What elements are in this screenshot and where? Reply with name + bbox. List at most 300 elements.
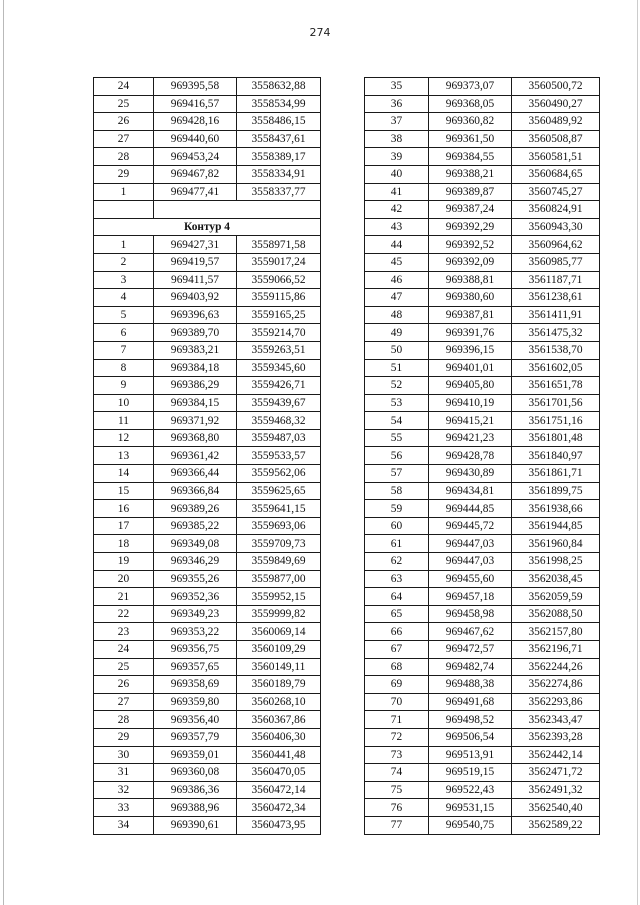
- x-coordinate-cell: 969356,75: [154, 641, 237, 659]
- x-coordinate-cell: 969355,26: [154, 570, 237, 588]
- table-row: [94, 623, 321, 641]
- point-number-cell: 11: [94, 412, 154, 430]
- table-row: [94, 676, 321, 694]
- x-coordinate-cell: 969482,74: [429, 658, 512, 676]
- y-coordinate-cell: 3559999,82: [237, 605, 321, 623]
- point-number-cell: 58: [365, 482, 429, 500]
- x-coordinate-cell: 969434,81: [429, 482, 512, 500]
- table-row: [94, 816, 321, 834]
- x-coordinate-cell: 969472,57: [429, 641, 512, 659]
- scan-edge-left: [3, 0, 4, 905]
- table-row: [365, 183, 600, 201]
- table-row: [94, 500, 321, 518]
- x-coordinate-cell: 969428,16: [154, 113, 237, 131]
- point-number-cell: 1: [94, 183, 154, 201]
- y-coordinate-cell: 3562059,59: [512, 588, 600, 606]
- point-number-cell: 25: [94, 95, 154, 113]
- x-coordinate-cell: 969373,07: [429, 78, 512, 96]
- x-coordinate-cell: 969386,29: [154, 377, 237, 395]
- x-coordinate-cell: 969405,80: [429, 377, 512, 395]
- point-number-cell: 1: [94, 236, 154, 254]
- y-coordinate-cell: 3561899,75: [512, 482, 600, 500]
- y-coordinate-cell: 3561960,84: [512, 535, 600, 553]
- x-coordinate-cell: 969361,42: [154, 447, 237, 465]
- table-row: [365, 465, 600, 483]
- y-coordinate-cell: 3559426,71: [237, 377, 321, 395]
- table-row: [365, 781, 600, 799]
- y-coordinate-cell: 3561701,56: [512, 394, 600, 412]
- y-coordinate-cell: 3559487,03: [237, 429, 321, 447]
- point-number-cell: 15: [94, 482, 154, 500]
- point-number-cell: 52: [365, 377, 429, 395]
- point-number-cell: 29: [94, 728, 154, 746]
- table-row: [365, 605, 600, 623]
- point-number-cell: 67: [365, 641, 429, 659]
- point-number-cell: 71: [365, 711, 429, 729]
- x-coordinate-cell: 969498,52: [429, 711, 512, 729]
- table-row: [94, 113, 321, 131]
- point-number-cell: 27: [94, 693, 154, 711]
- x-coordinate-cell: 969357,79: [154, 728, 237, 746]
- x-coordinate-cell: 969457,18: [429, 588, 512, 606]
- table-row: [365, 517, 600, 535]
- point-number-cell: 10: [94, 394, 154, 412]
- y-coordinate-cell: 3560581,51: [512, 148, 600, 166]
- y-coordinate-cell: 3559952,15: [237, 588, 321, 606]
- point-number-cell: 48: [365, 306, 429, 324]
- point-number-cell: 57: [365, 465, 429, 483]
- point-number-cell: 56: [365, 447, 429, 465]
- table-row: [365, 148, 600, 166]
- table-row: [365, 764, 600, 782]
- y-coordinate-cell: 3559849,69: [237, 553, 321, 571]
- point-number-cell: 72: [365, 728, 429, 746]
- point-number-cell: 23: [94, 623, 154, 641]
- table-row: [365, 218, 600, 236]
- table-row: [365, 78, 600, 96]
- y-coordinate-cell: 3559345,60: [237, 359, 321, 377]
- x-coordinate-cell: 969392,29: [429, 218, 512, 236]
- point-number-cell: 8: [94, 359, 154, 377]
- y-coordinate-cell: 3562343,47: [512, 711, 600, 729]
- y-coordinate-cell: 3560490,27: [512, 95, 600, 113]
- table-row: [94, 728, 321, 746]
- point-number-cell: 5: [94, 306, 154, 324]
- point-number-cell: 20: [94, 570, 154, 588]
- right-table-rows: [365, 78, 600, 835]
- y-coordinate-cell: 3559533,57: [237, 447, 321, 465]
- y-coordinate-cell: 3562088,50: [512, 605, 600, 623]
- point-number-cell: 24: [94, 641, 154, 659]
- y-coordinate-cell: 3561861,71: [512, 465, 600, 483]
- table-row: [94, 746, 321, 764]
- empty-cell: [94, 201, 154, 219]
- table-row: [94, 377, 321, 395]
- point-number-cell: 27: [94, 130, 154, 148]
- y-coordinate-cell: 3559439,67: [237, 394, 321, 412]
- point-number-cell: 49: [365, 324, 429, 342]
- y-coordinate-cell: 3559693,06: [237, 517, 321, 535]
- x-coordinate-cell: 969540,75: [429, 816, 512, 834]
- table-row: [94, 95, 321, 113]
- point-number-cell: 26: [94, 113, 154, 131]
- y-coordinate-cell: 3560508,87: [512, 130, 600, 148]
- point-number-cell: 40: [365, 165, 429, 183]
- point-number-cell: 65: [365, 605, 429, 623]
- x-coordinate-cell: 969488,38: [429, 676, 512, 694]
- x-coordinate-cell: 969384,15: [154, 394, 237, 412]
- table-row: [94, 588, 321, 606]
- table-row: [94, 306, 321, 324]
- x-coordinate-cell: 969391,76: [429, 324, 512, 342]
- table-row: [365, 289, 600, 307]
- y-coordinate-cell: 3560964,62: [512, 236, 600, 254]
- point-number-cell: 16: [94, 500, 154, 518]
- table-row: [365, 412, 600, 430]
- point-number-cell: 64: [365, 588, 429, 606]
- point-number-cell: 38: [365, 130, 429, 148]
- x-coordinate-cell: 969396,63: [154, 306, 237, 324]
- y-coordinate-cell: 3559641,15: [237, 500, 321, 518]
- point-number-cell: 53: [365, 394, 429, 412]
- y-coordinate-cell: 3561998,25: [512, 553, 600, 571]
- point-number-cell: 4: [94, 289, 154, 307]
- table-row: [365, 95, 600, 113]
- table-row: [94, 570, 321, 588]
- y-coordinate-cell: 3560500,72: [512, 78, 600, 96]
- y-coordinate-cell: 3561840,97: [512, 447, 600, 465]
- point-number-cell: 7: [94, 341, 154, 359]
- page-number: 274: [309, 26, 331, 39]
- table-row: [365, 570, 600, 588]
- point-number-cell: 28: [94, 148, 154, 166]
- x-coordinate-cell: 969357,65: [154, 658, 237, 676]
- point-number-cell: 3: [94, 271, 154, 289]
- y-coordinate-cell: 3559625,65: [237, 482, 321, 500]
- point-number-cell: 66: [365, 623, 429, 641]
- table-row: [94, 605, 321, 623]
- scan-edge-right: [637, 0, 638, 905]
- x-coordinate-cell: 969428,78: [429, 447, 512, 465]
- y-coordinate-cell: 3561238,61: [512, 289, 600, 307]
- x-coordinate-cell: 969419,57: [154, 253, 237, 271]
- y-coordinate-cell: 3561801,48: [512, 429, 600, 447]
- point-number-cell: 12: [94, 429, 154, 447]
- y-coordinate-cell: 3559468,32: [237, 412, 321, 430]
- table-row: [94, 764, 321, 782]
- table-row: [365, 359, 600, 377]
- table-row: [94, 482, 321, 500]
- table-row: [365, 588, 600, 606]
- x-coordinate-cell: 969519,15: [429, 764, 512, 782]
- y-coordinate-cell: 3562293,86: [512, 693, 600, 711]
- y-coordinate-cell: 3560470,05: [237, 764, 321, 782]
- point-number-cell: 29: [94, 165, 154, 183]
- y-coordinate-cell: 3560069,14: [237, 623, 321, 641]
- y-coordinate-cell: 3558334,91: [237, 165, 321, 183]
- x-coordinate-cell: 969353,22: [154, 623, 237, 641]
- table-row: [365, 693, 600, 711]
- y-coordinate-cell: 3560441,48: [237, 746, 321, 764]
- x-coordinate-cell: 969360,82: [429, 113, 512, 131]
- y-coordinate-cell: 3562589,22: [512, 816, 600, 834]
- y-coordinate-cell: 3561411,91: [512, 306, 600, 324]
- y-coordinate-cell: 3562157,80: [512, 623, 600, 641]
- x-coordinate-cell: 969467,62: [429, 623, 512, 641]
- y-coordinate-cell: 3560943,30: [512, 218, 600, 236]
- point-number-cell: 54: [365, 412, 429, 430]
- section-title: Контур 4: [94, 218, 321, 236]
- y-coordinate-cell: 3561751,16: [512, 412, 600, 430]
- x-coordinate-cell: 969349,08: [154, 535, 237, 553]
- point-number-cell: 25: [94, 658, 154, 676]
- table-row: [94, 253, 321, 271]
- y-coordinate-cell: 3560489,92: [512, 113, 600, 131]
- x-coordinate-cell: 969346,29: [154, 553, 237, 571]
- x-coordinate-cell: 969360,08: [154, 764, 237, 782]
- y-coordinate-cell: 3560472,34: [237, 799, 321, 817]
- point-number-cell: 24: [94, 78, 154, 96]
- table-row: [94, 341, 321, 359]
- point-number-cell: 14: [94, 465, 154, 483]
- x-coordinate-cell: 969410,19: [429, 394, 512, 412]
- y-coordinate-cell: 3558337,77: [237, 183, 321, 201]
- point-number-cell: 51: [365, 359, 429, 377]
- point-number-cell: 68: [365, 658, 429, 676]
- point-number-cell: 75: [365, 781, 429, 799]
- point-number-cell: 30: [94, 746, 154, 764]
- y-coordinate-cell: 3560149,11: [237, 658, 321, 676]
- table-row: [94, 781, 321, 799]
- y-coordinate-cell: 3559877,00: [237, 570, 321, 588]
- table-row: [365, 641, 600, 659]
- y-coordinate-cell: 3561602,05: [512, 359, 600, 377]
- table-row: [365, 324, 600, 342]
- x-coordinate-cell: 969359,80: [154, 693, 237, 711]
- x-coordinate-cell: 969447,03: [429, 535, 512, 553]
- x-coordinate-cell: 969388,21: [429, 165, 512, 183]
- y-coordinate-cell: 3559263,51: [237, 341, 321, 359]
- table-row: [94, 517, 321, 535]
- point-number-cell: 55: [365, 429, 429, 447]
- table-row: [365, 816, 600, 834]
- x-coordinate-cell: 969386,36: [154, 781, 237, 799]
- x-coordinate-cell: 969392,52: [429, 236, 512, 254]
- table-row: [365, 130, 600, 148]
- table-row: [94, 148, 321, 166]
- y-coordinate-cell: 3560473,95: [237, 816, 321, 834]
- point-number-cell: 9: [94, 377, 154, 395]
- x-coordinate-cell: 969352,36: [154, 588, 237, 606]
- y-coordinate-cell: 3560745,27: [512, 183, 600, 201]
- table-row: [94, 711, 321, 729]
- y-coordinate-cell: 3558534,99: [237, 95, 321, 113]
- table-row: [94, 465, 321, 483]
- x-coordinate-cell: 969415,21: [429, 412, 512, 430]
- table-row: [365, 429, 600, 447]
- y-coordinate-cell: 3562491,32: [512, 781, 600, 799]
- x-coordinate-cell: 969384,55: [429, 148, 512, 166]
- point-number-cell: 26: [94, 676, 154, 694]
- point-number-cell: 74: [365, 764, 429, 782]
- coordinates-table-right: [364, 77, 600, 835]
- table-row: [94, 271, 321, 289]
- x-coordinate-cell: 969506,54: [429, 728, 512, 746]
- point-number-cell: 73: [365, 746, 429, 764]
- table-row: [365, 113, 600, 131]
- x-coordinate-cell: 969455,60: [429, 570, 512, 588]
- point-number-cell: 76: [365, 799, 429, 817]
- x-coordinate-cell: 969388,81: [429, 271, 512, 289]
- table-row: [94, 641, 321, 659]
- section-title-row: [94, 218, 321, 236]
- x-coordinate-cell: 969392,09: [429, 253, 512, 271]
- table-row: [94, 359, 321, 377]
- x-coordinate-cell: 969531,15: [429, 799, 512, 817]
- table-row: [365, 253, 600, 271]
- table-row: [365, 377, 600, 395]
- table-row: [365, 535, 600, 553]
- x-coordinate-cell: 969430,89: [429, 465, 512, 483]
- left-table-separator: [94, 201, 321, 236]
- x-coordinate-cell: 969388,96: [154, 799, 237, 817]
- point-number-cell: 13: [94, 447, 154, 465]
- y-coordinate-cell: 3559214,70: [237, 324, 321, 342]
- x-coordinate-cell: 969359,01: [154, 746, 237, 764]
- point-number-cell: 61: [365, 535, 429, 553]
- table-row: [94, 289, 321, 307]
- point-number-cell: 28: [94, 711, 154, 729]
- point-number-cell: 36: [365, 95, 429, 113]
- table-row: [365, 711, 600, 729]
- table-row: [365, 165, 600, 183]
- point-number-cell: 50: [365, 341, 429, 359]
- table-row: [365, 500, 600, 518]
- y-coordinate-cell: 3559017,24: [237, 253, 321, 271]
- x-coordinate-cell: 969368,80: [154, 429, 237, 447]
- x-coordinate-cell: 969389,70: [154, 324, 237, 342]
- x-coordinate-cell: 969383,21: [154, 341, 237, 359]
- x-coordinate-cell: 969445,72: [429, 517, 512, 535]
- table-row: [365, 623, 600, 641]
- table-row: [365, 306, 600, 324]
- y-coordinate-cell: 3558437,61: [237, 130, 321, 148]
- x-coordinate-cell: 969453,24: [154, 148, 237, 166]
- x-coordinate-cell: 969349,23: [154, 605, 237, 623]
- left-table-rows-b: [94, 236, 321, 834]
- point-number-cell: 19: [94, 553, 154, 571]
- point-number-cell: 6: [94, 324, 154, 342]
- x-coordinate-cell: 969458,98: [429, 605, 512, 623]
- table-row: [94, 658, 321, 676]
- y-coordinate-cell: 3560472,14: [237, 781, 321, 799]
- x-coordinate-cell: 969371,92: [154, 412, 237, 430]
- x-coordinate-cell: 969361,50: [429, 130, 512, 148]
- x-coordinate-cell: 969356,40: [154, 711, 237, 729]
- point-number-cell: 59: [365, 500, 429, 518]
- x-coordinate-cell: 969384,18: [154, 359, 237, 377]
- point-number-cell: 77: [365, 816, 429, 834]
- table-row: [94, 236, 321, 254]
- y-coordinate-cell: 3560406,30: [237, 728, 321, 746]
- x-coordinate-cell: 969385,22: [154, 517, 237, 535]
- table-row: [365, 658, 600, 676]
- point-number-cell: 63: [365, 570, 429, 588]
- y-coordinate-cell: 3562393,28: [512, 728, 600, 746]
- x-coordinate-cell: 969387,81: [429, 306, 512, 324]
- x-coordinate-cell: 969389,26: [154, 500, 237, 518]
- x-coordinate-cell: 969395,58: [154, 78, 237, 96]
- table-row: [94, 412, 321, 430]
- point-number-cell: 18: [94, 535, 154, 553]
- x-coordinate-cell: 969411,57: [154, 271, 237, 289]
- y-coordinate-cell: 3559115,86: [237, 289, 321, 307]
- x-coordinate-cell: 969427,31: [154, 236, 237, 254]
- x-coordinate-cell: 969403,92: [154, 289, 237, 307]
- point-number-cell: 70: [365, 693, 429, 711]
- x-coordinate-cell: 969477,41: [154, 183, 237, 201]
- y-coordinate-cell: 3561651,78: [512, 377, 600, 395]
- y-coordinate-cell: 3558389,17: [237, 148, 321, 166]
- x-coordinate-cell: 969366,44: [154, 465, 237, 483]
- table-row: [365, 201, 600, 219]
- y-coordinate-cell: 3561938,66: [512, 500, 600, 518]
- x-coordinate-cell: 969389,87: [429, 183, 512, 201]
- point-number-cell: 46: [365, 271, 429, 289]
- y-coordinate-cell: 3560367,86: [237, 711, 321, 729]
- y-coordinate-cell: 3558632,88: [237, 78, 321, 96]
- y-coordinate-cell: 3559709,73: [237, 535, 321, 553]
- x-coordinate-cell: 969401,01: [429, 359, 512, 377]
- y-coordinate-cell: 3562540,40: [512, 799, 600, 817]
- point-number-cell: 62: [365, 553, 429, 571]
- table-row: [94, 447, 321, 465]
- y-coordinate-cell: 3560684,65: [512, 165, 600, 183]
- point-number-cell: 42: [365, 201, 429, 219]
- x-coordinate-cell: 969368,05: [429, 95, 512, 113]
- table-row: [94, 165, 321, 183]
- x-coordinate-cell: 969513,91: [429, 746, 512, 764]
- y-coordinate-cell: 3562274,86: [512, 676, 600, 694]
- point-number-cell: 43: [365, 218, 429, 236]
- x-coordinate-cell: 969467,82: [154, 165, 237, 183]
- y-coordinate-cell: 3562442,14: [512, 746, 600, 764]
- y-coordinate-cell: 3560268,10: [237, 693, 321, 711]
- point-number-cell: 22: [94, 605, 154, 623]
- table-row: [365, 799, 600, 817]
- point-number-cell: 45: [365, 253, 429, 271]
- y-coordinate-cell: 3562471,72: [512, 764, 600, 782]
- y-coordinate-cell: 3561944,85: [512, 517, 600, 535]
- point-number-cell: 17: [94, 517, 154, 535]
- x-coordinate-cell: 969491,68: [429, 693, 512, 711]
- x-coordinate-cell: 969444,85: [429, 500, 512, 518]
- point-number-cell: 41: [365, 183, 429, 201]
- y-coordinate-cell: 3561475,32: [512, 324, 600, 342]
- y-coordinate-cell: 3559165,25: [237, 306, 321, 324]
- point-number-cell: 69: [365, 676, 429, 694]
- table-row: [365, 676, 600, 694]
- table-row: [365, 341, 600, 359]
- x-coordinate-cell: 969421,23: [429, 429, 512, 447]
- y-coordinate-cell: 3560985,77: [512, 253, 600, 271]
- empty-row: [94, 201, 321, 219]
- table-row: [365, 728, 600, 746]
- table-row: [365, 746, 600, 764]
- empty-cell: [154, 201, 321, 219]
- x-coordinate-cell: 969440,60: [154, 130, 237, 148]
- table-row: [365, 271, 600, 289]
